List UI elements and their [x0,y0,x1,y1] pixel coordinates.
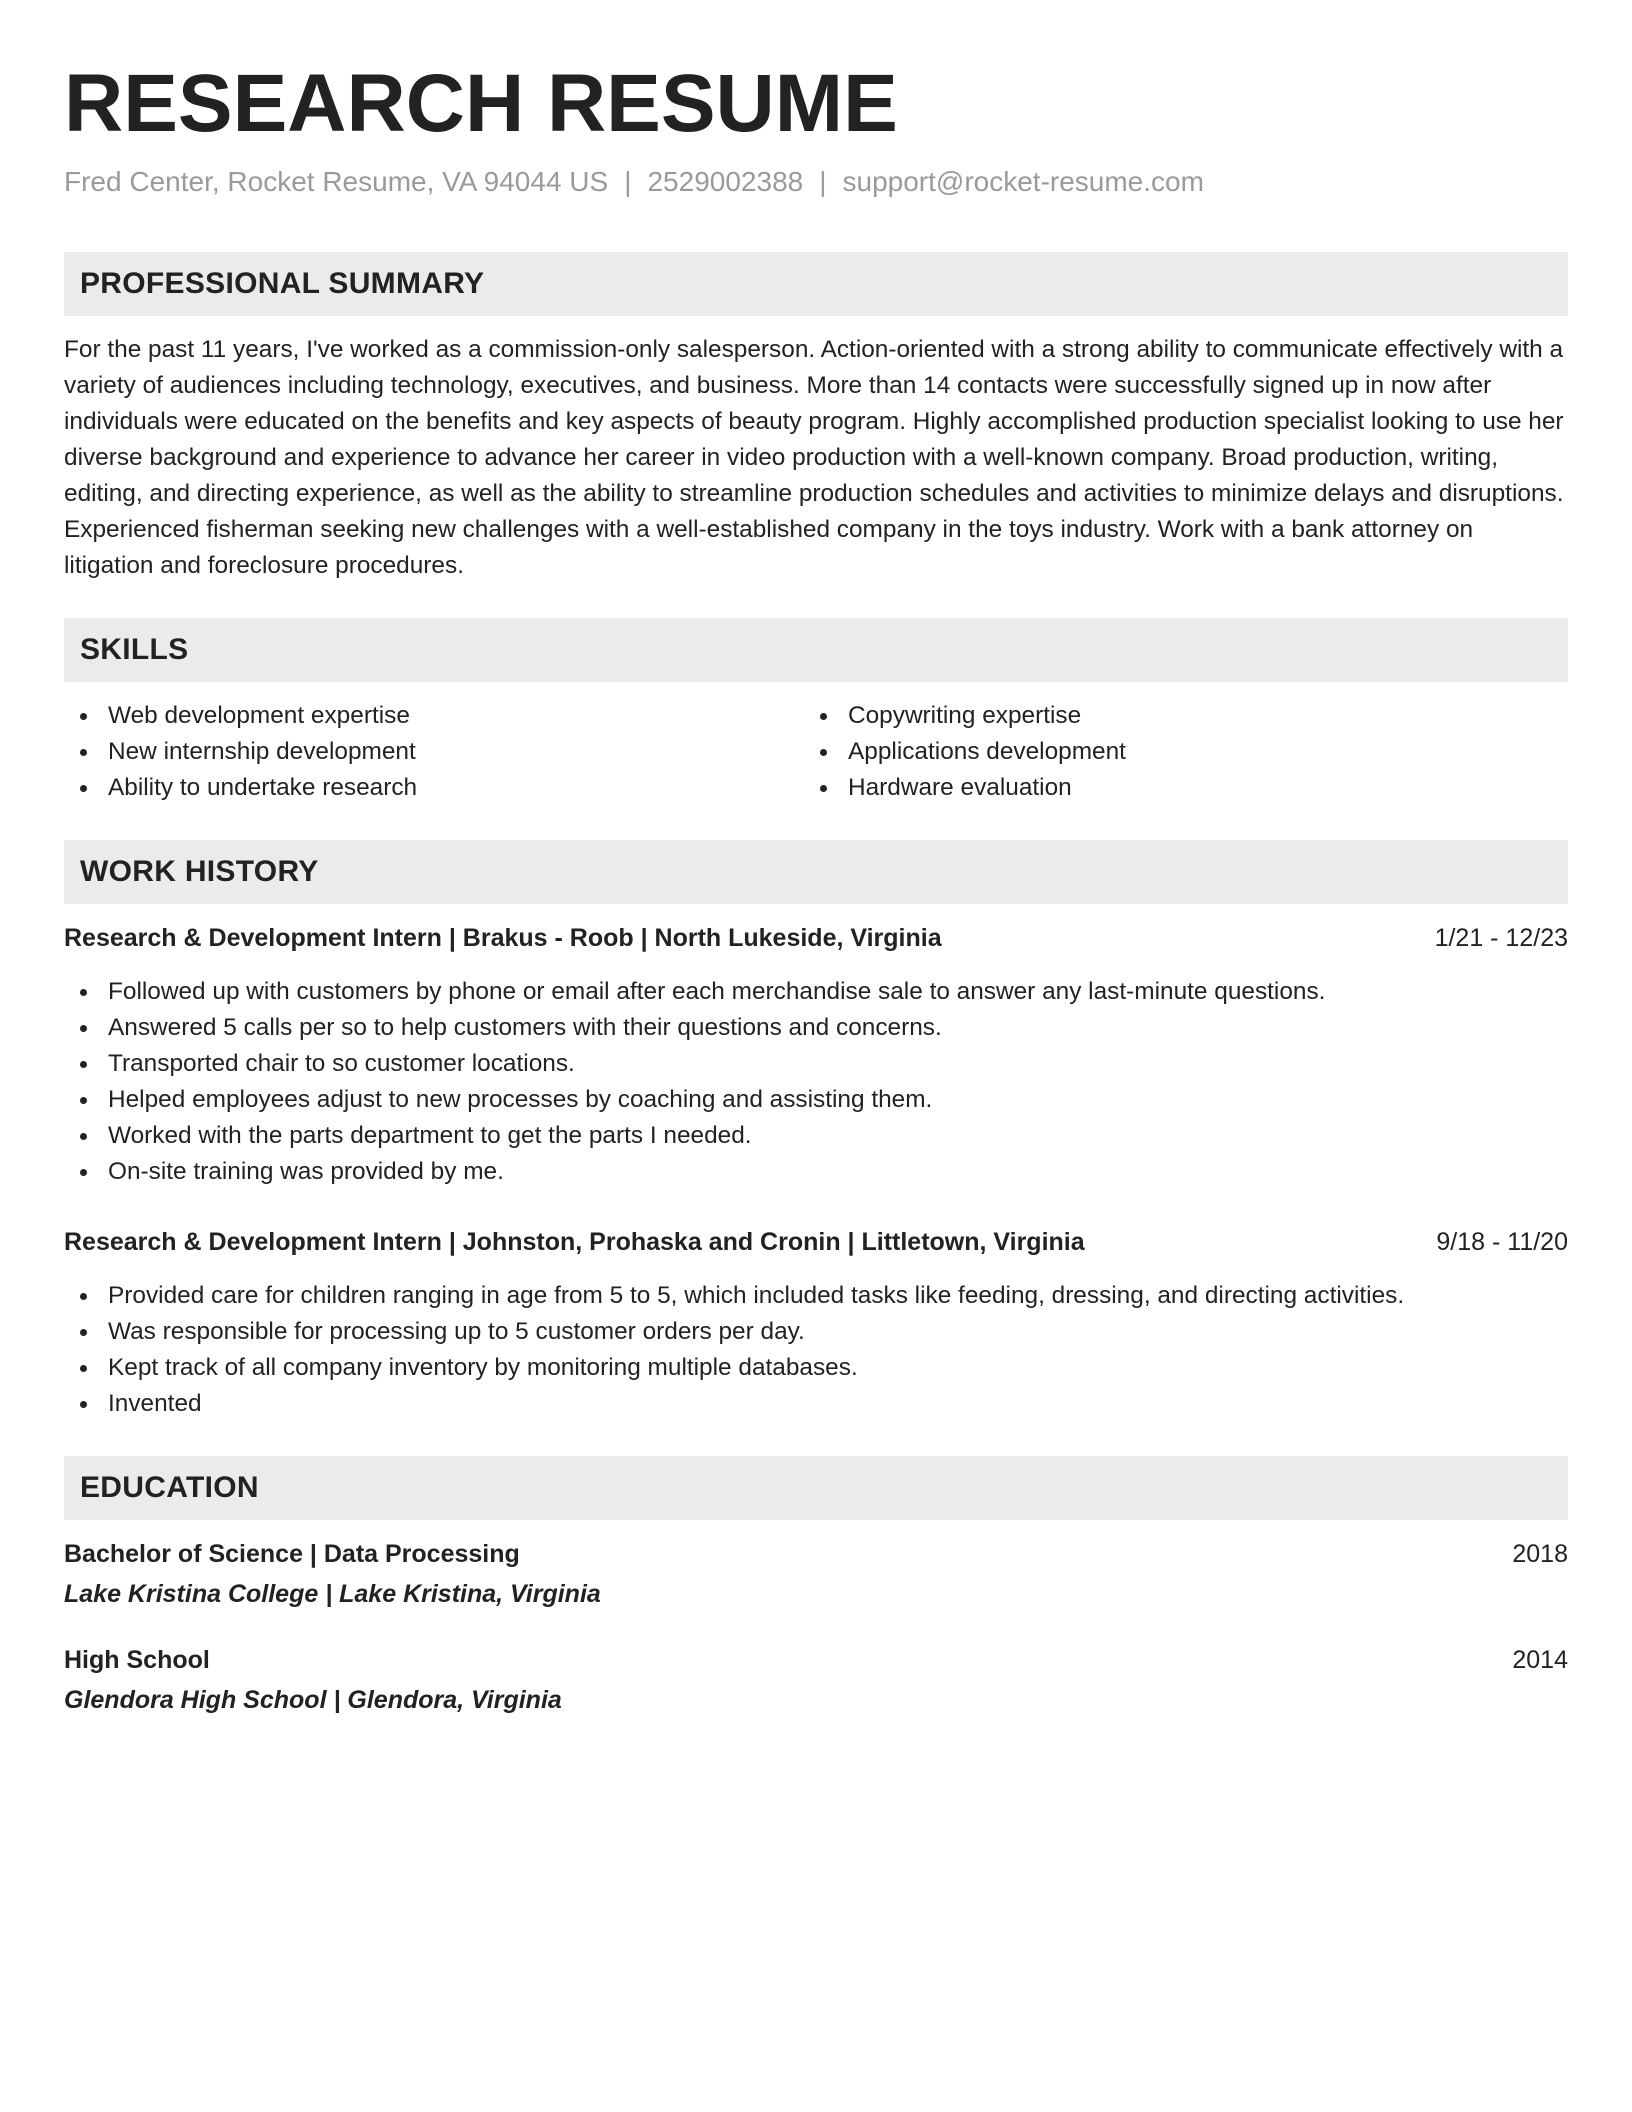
education-degree: Bachelor of Science | Data Processing [64,1540,520,1568]
contact-phone: 2529002388 [647,166,804,197]
resume-name: RESEARCH RESUME [64,58,898,149]
job-header [64,920,1568,956]
section-header [64,252,1568,316]
section-header [64,1456,1568,1520]
job-bullet: Was responsible for processing up to 5 customer orders per day. [64,1314,1568,1350]
job-bullet: Transported chair to so customer locations. [64,1046,1568,1082]
job-bullet: Kept track of all company inventory by monitoring multiple databases. [64,1350,1568,1386]
skill-item: New internship development [64,734,804,770]
education-school: Lake Kristina College | Lake Kristina, Virginia [64,1580,601,1608]
job-title: Research & Development Intern | Brakus - Roob | North Lukeside, Virginia [64,924,942,952]
skill-item: Ability to undertake research [64,770,804,806]
job-dates: 1/21 - 12/23 [1434,924,1568,952]
education-entry [64,1642,1568,1718]
job-dates: 9/18 - 11/20 [1436,1228,1568,1256]
job-bullet: Answered 5 calls per so to help customers with their questions and concerns. [64,1010,1568,1046]
education-entry [64,1536,1568,1612]
job-entry [64,1224,1568,1422]
job-bullet: Invented [64,1386,1568,1422]
education-header [64,1642,1568,1678]
contact-separator: | [819,166,827,197]
section-header [64,618,1568,682]
job-bullet: Provided care for children ranging in age from 5 to 5, which included tasks like feeding, dressing, and directing activities. [64,1278,1568,1314]
job-entry [64,920,1568,1190]
education-year: 2018 [1512,1540,1568,1568]
contact-line [64,164,1568,200]
summary-section [64,252,1568,584]
section-header [64,840,1568,904]
skill-item: Copywriting expertise [804,698,1544,734]
job-bullets [64,1278,1568,1422]
job-bullet: Worked with the parts department to get the parts I needed. [64,1118,1568,1154]
skill-item: Web development expertise [64,698,804,734]
education-section [64,1456,1568,1718]
job-bullet: On-site training was provided by me. [64,1154,1568,1190]
job-bullet: Followed up with customers by phone or email after each merchandise sale to answer any last-minute questions. [64,974,1568,1010]
education-school: Glendora High School | Glendora, Virginia [64,1686,562,1714]
work-history-section [64,840,1568,1422]
section-heading: SKILLS [80,633,189,666]
education-year: 2014 [1512,1646,1568,1674]
contact-address: Fred Center, Rocket Resume, VA 94044 US [64,166,609,197]
skill-item: Hardware evaluation [804,770,1544,806]
section-heading: WORK HISTORY [80,855,319,888]
education-header [64,1536,1568,1572]
education-degree: High School [64,1646,210,1674]
skills-section [64,618,1568,806]
job-title: Research & Development Intern | Johnston, Prohaska and Cronin | Littletown, Virginia [64,1228,1085,1256]
contact-separator: | [624,166,632,197]
skill-item: Applications development [804,734,1544,770]
job-bullets [64,974,1568,1190]
section-heading: EDUCATION [80,1471,259,1504]
skills-right-list [804,698,1544,806]
skills-columns [64,698,1568,806]
contact-email: support@rocket-resume.com [842,166,1204,197]
summary-text: For the past 11 years, I've worked as a commission-only salesperson. Action-oriented with a strong ability to communicate effectively with a variety of audiences including technology, executives, and business. More than 14 contacts were successfully signed up in now after individuals were educated on the benefits and key aspects of beauty program. Highly accomplished production specialist looking to use her diverse background and experience to advance her career in video production with a well-known company. Broad production, writing, editing, and directing experience, as well as the ability to streamline production schedules and activities to minimize delays and disruptions. Experienced fisherman seeking new challenges with a well-established company in the toys industry. Work with a bank attorney on litigation and foreclosure procedures. [64,336,1564,579]
job-header [64,1224,1568,1260]
skills-left-list [64,698,804,806]
section-heading: PROFESSIONAL SUMMARY [80,267,485,300]
job-bullet: Helped employees adjust to new processes by coaching and assisting them. [64,1082,1568,1118]
